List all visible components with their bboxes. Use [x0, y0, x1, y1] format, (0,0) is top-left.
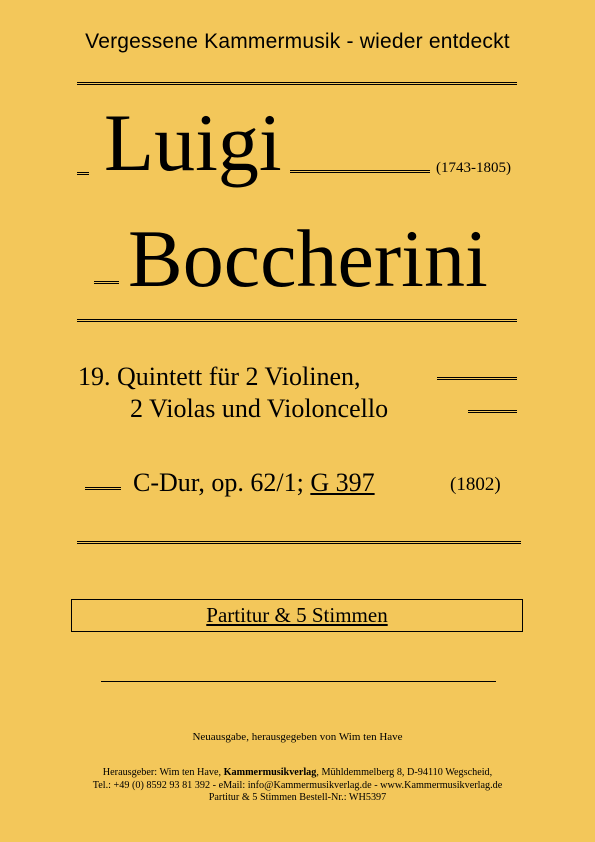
work-key-opus	[133, 468, 375, 498]
imprint-line1	[0, 767, 595, 780]
decorative-rule	[437, 377, 517, 380]
decorative-rule	[85, 487, 121, 490]
composer-last-name: Boccherini	[128, 213, 488, 304]
divider-line	[77, 541, 521, 544]
separator-line	[101, 681, 496, 682]
composer-dates: (1743-1805)	[436, 160, 511, 176]
composition-year: (1802)	[450, 474, 501, 495]
edition-box-label: Partitur & 5 Stimmen	[206, 603, 388, 627]
key-opus-text: C-Dur, op. 62/1;	[133, 468, 304, 497]
publisher-imprint	[0, 767, 595, 805]
composer-first-name: Luigi	[104, 97, 282, 188]
imprint-line2: Tel.: +49 (0) 8592 93 81 392 - eMail: info@Kammermusikverlag.de - www.Kammermusikverlag.de	[92, 779, 503, 791]
decorative-rule	[77, 172, 89, 175]
edition-box	[71, 599, 523, 632]
imprint-publisher: Herausgeber: Wim ten Have,	[102, 767, 222, 778]
catalog-number: G 397	[310, 468, 375, 497]
imprint-line3: Partitur & 5 Stimmen Bestell-Nr.: WH5397	[208, 792, 387, 803]
divider-line	[77, 319, 517, 322]
work-title-line1: 19. Quintett für 2 Violinen,	[78, 362, 361, 391]
work-title-line2: 2 Violas und Violoncello	[130, 394, 389, 423]
imprint-publisher-name: Kammermusikverlag	[223, 767, 317, 778]
edition-note: Neuausgabe, herausgegeben von Wim ten Have	[192, 731, 403, 743]
decorative-rule	[94, 281, 119, 284]
series-title: Vergessene Kammermusik - wieder entdeckt	[85, 30, 510, 53]
divider-line	[77, 82, 517, 85]
imprint-address: , Mühldemmelberg 8, D-94110 Wegscheid,	[316, 767, 493, 778]
decorative-rule	[290, 170, 430, 173]
decorative-rule	[468, 410, 517, 413]
